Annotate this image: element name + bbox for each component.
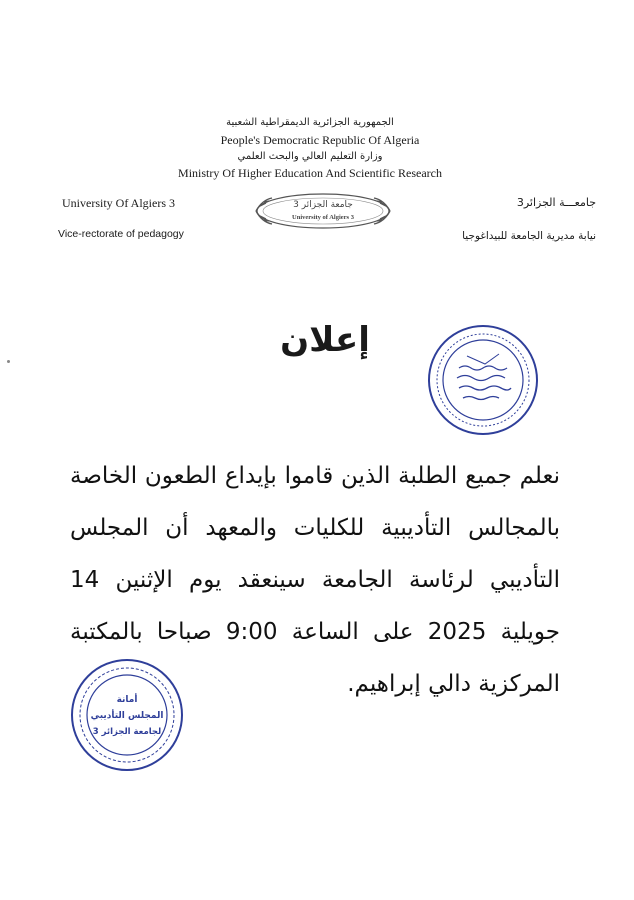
ministry-name-english: Ministry Of Higher Education And Scientific Research [178, 166, 442, 180]
vice-rectorate-arabic: نيابة مديرية الجامعة للبيداغوجيا [462, 230, 596, 242]
university-logo [248, 190, 398, 232]
university-name-arabic: جامعـــة الجزائر3 [516, 196, 596, 209]
country-name-english: People's Democratic Republic Of Algeria [220, 133, 420, 147]
stamp-line-3: لجامعة الجزائر 3 [92, 727, 162, 737]
logo-arabic-text: جامعة الجزائر 3 [293, 200, 353, 210]
ministry-name-arabic: وزارة التعليم العالي والبحث العلمي [237, 151, 383, 162]
vice-rectorate-english: Vice-rectorate of pedagogy [58, 228, 184, 240]
university-name-english: University Of Algiers 3 [62, 196, 175, 210]
stamp-line-1: أمانة [116, 695, 138, 705]
country-name-arabic: الجمهورية الجزائرية الديمقراطية الشعبية [226, 117, 394, 128]
stamp-line-2: المجلس التأديبي [90, 711, 164, 721]
announcement-title: إعلان [280, 320, 370, 360]
logo-english-text: University of Algiers 3 [292, 214, 354, 221]
official-round-stamp [425, 322, 541, 438]
announcement-body: نعلم جميع الطلبة الذين قاموا بإيداع الطعون الخاصة بالمجالس التأديبية للكليات والمعهد أن المجلس التأديبي لرئاسة الجامعة سينعقد يوم الإثنين 14 جويلية 2025 على الساعة 9:00 صباحا بالمكتبة المركزية دالي إبراهيم. [70, 463, 560, 697]
scan-speck [7, 360, 10, 363]
